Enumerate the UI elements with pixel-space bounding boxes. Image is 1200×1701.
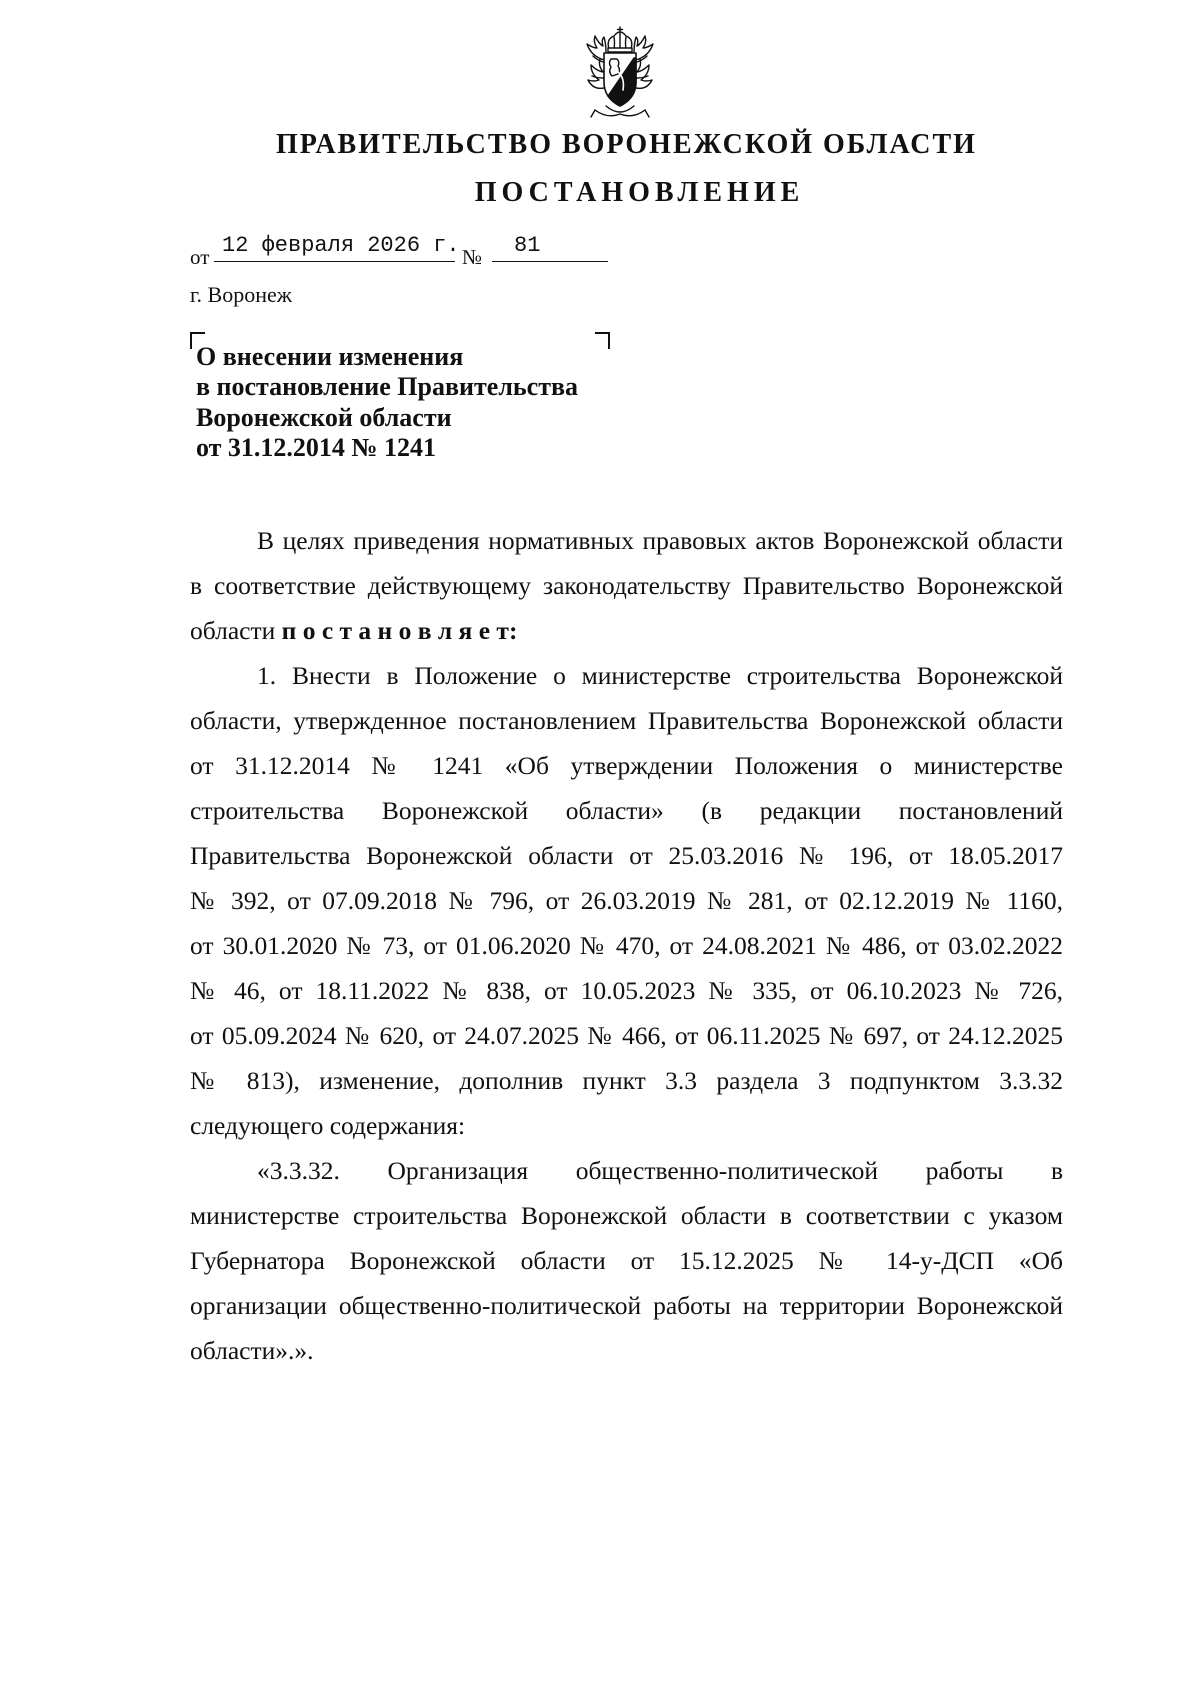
organization-title: ПРАВИТЕЛЬСТВО ВОРОНЕЖСКОЙ ОБЛАСТИ [276,129,977,160]
item-1-paragraph [190,653,1063,1148]
document-type-title: ПОСТАНОВЛЕНИЕ [474,177,805,208]
body-line: 1. Внести в Положение о министерстве строительства Воронежской [257,661,1063,690]
subject-line: от 31.12.2014 № 1241 [196,432,437,462]
number-value: 81 [514,233,541,258]
date-prefix: от [190,245,210,269]
corner-bracket-right [595,332,610,349]
body-line: № 392, от 07.09.2018 № 796, от 26.03.2019 № 281, от 02.12.2019 № 1160, [190,886,1063,915]
body-line: № 46, от 18.11.2022 № 838, от 10.05.2023 № 335, от 06.10.2023 № 726, [190,976,1063,1005]
right-wing-icon [634,36,653,88]
body-line: № 813), изменение, дополнив пункт 3.3 раздела 3 подпунктом 3.3.32 [190,1066,1063,1095]
body-line: министерстве строительства Воронежской области в соответствии с указом [190,1201,1063,1230]
body-line: «3.3.32. Организация общественно-политической работы в [257,1156,1063,1185]
preamble-paragraph [190,518,1063,653]
body-line: области, утвержденное постановлением Правительства Воронежской области [190,706,1063,735]
body-line: от 05.09.2024 № 620, от 24.07.2025 № 466, от 06.11.2025 № 697, от 24.12.2025 [190,1021,1063,1050]
subject-line: Воронежской области [196,402,452,432]
shield-icon [604,53,636,106]
body-line: от 31.12.2014 № 1241 «Об утверждении Положения о министерстве [190,751,1063,780]
body-line-text: области [190,616,276,645]
body-line: В целях приведения нормативных правовых актов Воронежской области [257,526,1063,555]
body-line: Губернатора Воронежской области от 15.12.2025 № 14-у-ДСП «Об [190,1246,1063,1275]
ribbon-icon [591,106,649,117]
coat-of-arms-icon [572,26,668,124]
body-line: строительства Воронежской области» (в редакции постановлений [190,796,1063,825]
body-line: организации общественно-политической работы на территории Воронежской [190,1291,1063,1320]
subject-line: в постановление Правительства [196,372,579,402]
body-line [190,608,1063,653]
document-subject [196,342,578,463]
body-line: от 30.01.2020 № 73, от 01.06.2020 № 470, от 24.08.2021 № 486, от 03.02.2022 [190,931,1063,960]
crown-icon [608,27,632,52]
date-value: 12 февраля 2026 г. [222,233,460,258]
item-1-text-paragraph [190,1148,1063,1373]
city-label: г. Воронеж [190,282,292,307]
number-prefix: № [462,245,483,269]
body-line: следующего содержания: [190,1111,466,1140]
date-field [214,232,460,262]
body-line: в соответствие действующему законодательству Правительство Воронежской [190,571,1063,600]
decision-word: п о с т а н о в л я е т: [281,616,518,645]
left-wing-icon [587,36,606,88]
body-line: Правительства Воронежской области от 25.03.2016 № 196, от 18.05.2017 [190,841,1063,870]
number-field [492,232,608,262]
subject-line: О внесении изменения [196,342,464,371]
document-body [190,518,1063,1373]
body-line: области».». [190,1336,314,1365]
